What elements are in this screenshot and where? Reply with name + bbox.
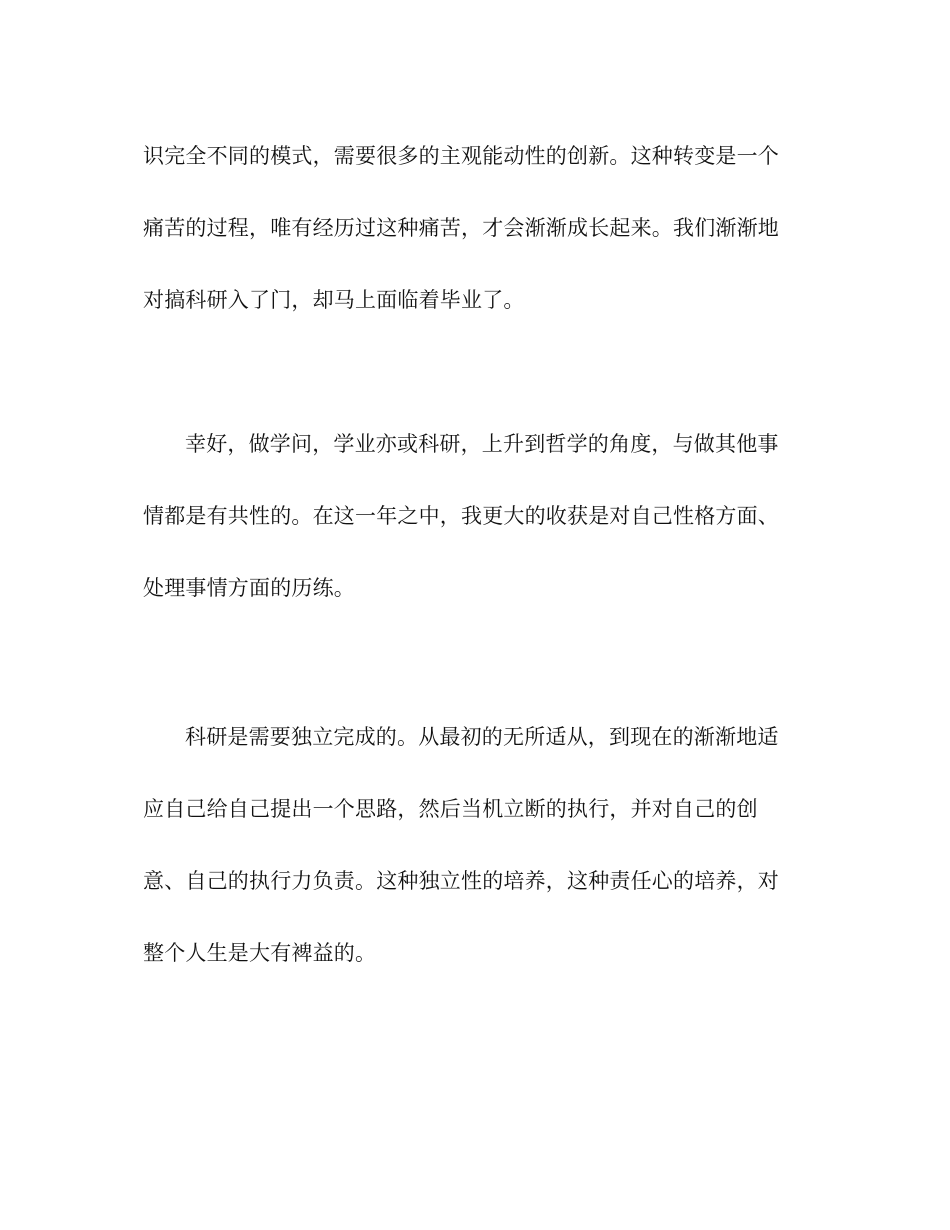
paragraph-line: 识完全不同的模式，需要很多的主观能动性的创新。这种转变是一个: [143, 144, 779, 168]
paragraph-line: 整个人生是大有裨益的。: [143, 941, 377, 965]
paragraph-line: 意、自己的执行力负责。这种独立性的培养，这种责任心的培养，对: [143, 869, 779, 893]
paragraph-line: 痛苦的过程，唯有经历过这种痛苦，才会渐渐成长起来。我们渐渐地: [143, 216, 779, 240]
paragraph-line: 情都是有共性的。在这一年之中，我更大的收获是对自己性格方面、: [143, 504, 779, 528]
paragraph-line: 科研是需要独立完成的。从最初的无所适从，到现在的渐渐地适: [185, 725, 779, 749]
paragraph-line: 对搞科研入了门，却马上面临着毕业了。: [143, 288, 525, 312]
paragraph-line: 应自己给自己提出一个思路，然后当机立断的执行，并对自己的创: [143, 797, 758, 821]
paragraph-line: 处理事情方面的历练。: [143, 576, 355, 600]
paragraph-line: 幸好，做学问，学业亦或科研，上升到哲学的角度，与做其他事: [185, 432, 779, 456]
